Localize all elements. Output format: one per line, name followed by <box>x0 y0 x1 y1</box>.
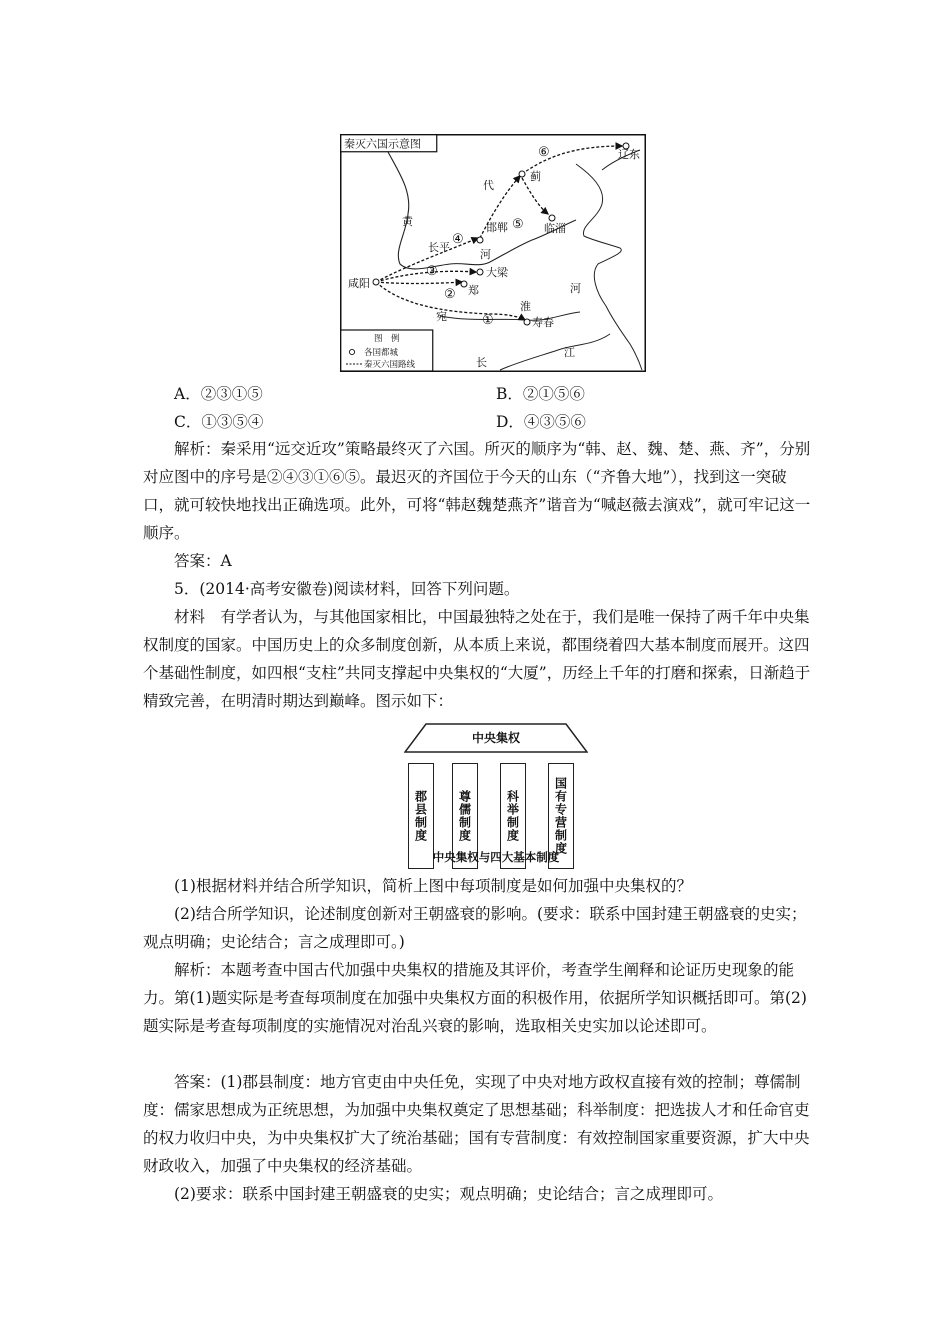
svg-text:图 例: 图 例 <box>374 334 400 344</box>
svg-text:江: 江 <box>564 346 575 359</box>
svg-text:大梁: 大梁 <box>486 266 508 279</box>
svg-text:河: 河 <box>570 282 581 295</box>
svg-text:寿春: 寿春 <box>532 316 554 329</box>
svg-text:辽东: 辽东 <box>618 148 640 161</box>
svg-text:淮: 淮 <box>520 300 531 313</box>
central-power-diagram <box>400 723 592 867</box>
svg-text:长: 长 <box>476 356 487 369</box>
pillar-keju: 科举制度 <box>500 763 526 869</box>
qin-unification-map <box>340 134 646 372</box>
pillar-zunru: 尊儒制度 <box>452 763 478 869</box>
svg-text:各国都城: 各国都城 <box>364 348 399 358</box>
answer-2: 答案：(1)郡县制度：地方官吏由中央任免，实现了中央对地方政权直接有效的控制；尊儒制度：儒家思想成为正统思想，为加强中央集权奠定了思想基础；科举制度：把选拔人才和任命官吏的权力收归中央，为中央集权扩大了统治基础；国有专营制度：有效控制国家重要资源，扩大中央财政收入，加强了中央集权的经济基础。 <box>143 1073 810 1175</box>
analysis-2: 解析：本题考查中国古代加强中央集权的措施及其评价，考查学生阐释和论证历史现象的能力。第(1)题实际是考查每项制度在加强中央集权方面的积极作用，依据所学知识概括即可。第(2)题实际是考查每项制度的实施情况对治乱兴衰的影响，选取相关史实加以论述即可。 <box>143 961 807 1035</box>
svg-text:郑: 郑 <box>468 284 479 297</box>
option-c: C．①③⑤④ <box>174 413 264 431</box>
sub-question-1: (1)根据材料并结合所学知识，简析上图中每项制度是如何加强中央集权的？ <box>174 877 692 895</box>
svg-text:河: 河 <box>480 248 491 261</box>
svg-text:黄: 黄 <box>402 215 413 228</box>
answer-1: 答案：A <box>174 552 232 570</box>
analysis-1: 解析：秦采用“远交近攻”策略最终灭了六国。所灭的顺序为“韩、赵、魏、楚、燕、齐”，分别对应图中的序号是②④③①⑥⑤。最迟灭的齐国位于今天的山东（“齐鲁大地”），找到这一突破口，就可较快地找出正确选项。此外，可将“韩赵魏楚燕齐”谐音为“喊赵薇去演戏”，就可牢记这一顺序。 <box>143 440 811 542</box>
option-b: B．②①⑤⑥ <box>496 385 585 403</box>
map-title: 秦灭六国示意图 <box>344 137 421 151</box>
svg-text:②: ② <box>444 287 456 302</box>
svg-text:④: ④ <box>452 232 464 247</box>
svg-text:⑤: ⑤ <box>512 217 524 232</box>
svg-text:⑥: ⑥ <box>538 145 550 160</box>
svg-text:③: ③ <box>426 264 438 279</box>
svg-text:秦灭六国路线: 秦灭六国路线 <box>364 360 416 370</box>
svg-text:长平: 长平 <box>428 241 450 254</box>
sub-question-2: (2)结合所学知识，论述制度创新对王朝盛衰的影响。(要求：联系中国封建王朝盛衰的史实；观点明确；史论结合；言之成理即可。) <box>143 905 807 951</box>
question-5: 5．(2014·高考安徽卷)阅读材料，回答下列问题。 <box>174 580 520 598</box>
diagram-caption: 中央集权与四大基本制度 <box>432 850 560 864</box>
svg-text:临淄: 临淄 <box>544 222 566 235</box>
svg-text:邯郸: 邯郸 <box>486 221 508 234</box>
svg-text:代: 代 <box>483 179 494 192</box>
pillar-guoyou: 国有专营制度 <box>548 763 574 869</box>
option-d: D．④③⑤⑥ <box>496 413 586 431</box>
svg-text:宛: 宛 <box>436 310 447 323</box>
material-text: 材料 有学者认为，与其他国家相比，中国最独特之处在于，我们是唯一保持了两千年中央集权制度的国家。中国历史上的众多制度创新，从本质上来说，都围绕着四大基本制度而展开。这四个基础性制度，如四根“支柱”共同支撑起中央集权的“大厦”，历经上千年的打磨和探索，日渐趋于精致完善，在明清时期达到巅峰。图示如下： <box>143 608 811 710</box>
svg-text:①: ① <box>482 313 494 328</box>
svg-text:蓟: 蓟 <box>530 170 541 183</box>
pillar-junxian: 郡县制度 <box>408 763 434 869</box>
answer-2-part-2: (2)要求：联系中国封建王朝盛衰的史实；观点明确；史论结合；言之成理即可。 <box>174 1185 723 1203</box>
diagram-roof-label: 中央集权 <box>471 731 520 745</box>
svg-text:咸阳: 咸阳 <box>348 277 370 290</box>
option-a: A．②③①⑤ <box>174 385 263 403</box>
